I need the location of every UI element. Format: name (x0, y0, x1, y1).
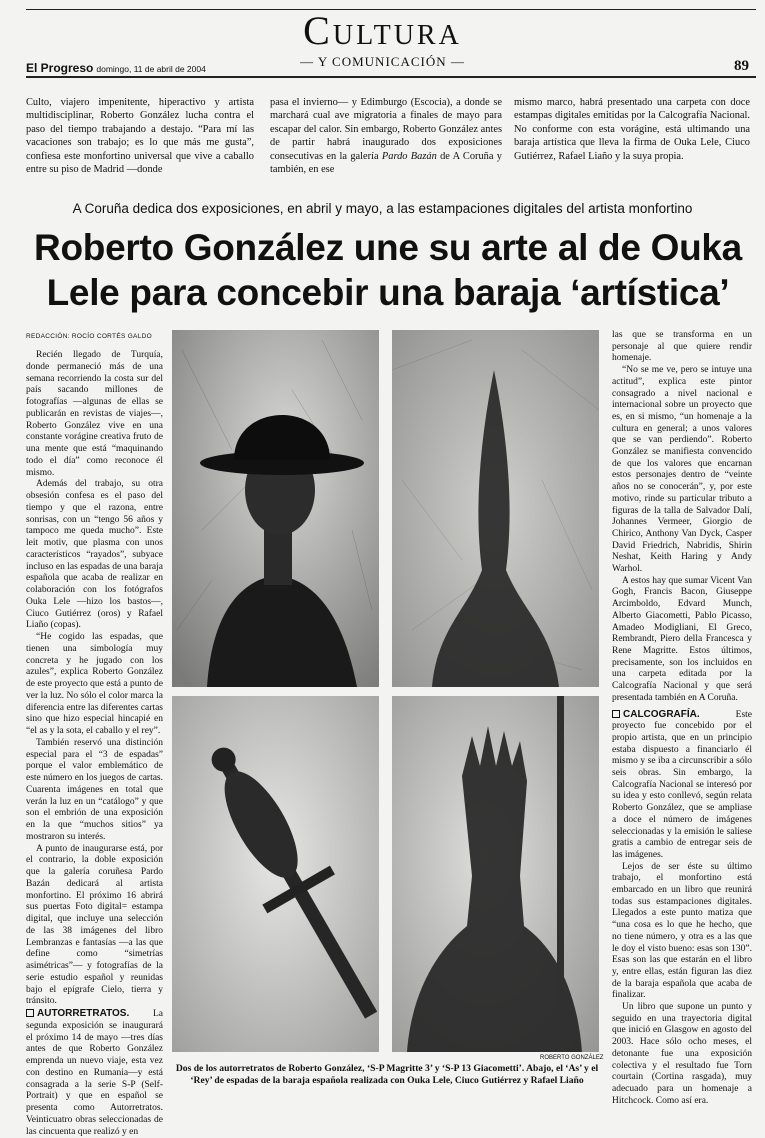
masthead (26, 61, 206, 75)
giacometti-silhouette-image (392, 330, 599, 687)
newspaper-name: El Progreso (26, 61, 94, 75)
body-left-p4: También reservó una distinción especial para el “3 de espadas” porque el valor emblemático de este número en los juegos de cartas. Cuarenta imágenes en total que verán la luz en un “catálogo” y que son el embrión de una exposición en la que “muchos sitios” ya mostraron su interés. (26, 737, 163, 842)
intro-col-1 (26, 96, 254, 176)
body-left-p6-text: La segunda exposición se inaugurará el próximo 14 de mayo —tres días antes de que Roberto González emprenda un nuevo viaje, esta vez con destino en Rumania—y está consagrada a la serie S-P (Self-Portrait) y que en español se presenta como Autorretratos. Veinticuatro obras seleccionadas de las cincuenta que realizó y en (26, 1009, 163, 1137)
body-left-p5: A punto de inaugurarse está, por el contrario, la doble exposición que la galería coruñesa Pardo Bazán dedicará al artista monfortino. El próximo 16 abrirá sus puertas Foto digital= estampa digital, que incluye una selección de las 38 imágenes del libro Lembranzas e fantasías —a las que define como “simetrías asimétricas”— y fotografías de la serie estudio español y reunidas bajo el epígrafe Cielo, tierra y tránsito. (26, 843, 163, 1007)
issue-date: domingo, 11 de abril de 2004 (96, 64, 206, 74)
intro-text-2 (270, 96, 502, 176)
body-right-p4 (612, 709, 752, 862)
body-right-column (612, 330, 752, 1107)
header-rule (26, 76, 756, 78)
body-left-p3: “He cogido las espadas, que tienen una simbología muy concreta y he jugado con los azules”, explica Roberto González de este proyecto que está a punto de ver la luz. No sólo el color marca la diferencia entre las diferentes cartas sino que hizo especial hincapié en “el as y la sota, el caballo y el rey”. (26, 632, 163, 736)
body-right-p6: Un libro que supone un punto y seguido en una trayectoria digital que inició en Glasgow en agosto del 2003. Hace sólo ocho meses, el detonante fue una exposición colectiva y el resultado fue Torn courtain (Cortina rasgada), muy adecuado para un homenaje a Hitchcock. Como así era. (612, 1002, 752, 1106)
subhead-box-icon (26, 1009, 34, 1017)
intro-col-3 (514, 96, 750, 163)
byline: REDACCIÓN: ROCÍO CORTÉS GALDO (26, 333, 152, 340)
intro-text-1: Culto, viajero impenitente, hiperactivo y artista multidisciplinar, Roberto González lucha contra el paso del tiempo trabajando a destajo. “Para mí las vacaciones son trabajo; es lo que más me gusta”, confiesa este monfortino universal que vive a caballo entre su piso de Madrid —donde (26, 97, 254, 176)
kicker: A Coruña dedica dos exposiciones, en abril y mayo, a las estampaciones digitales del artista monfortino (72, 201, 693, 216)
section-title: Cultura (303, 8, 462, 53)
headline (18, 225, 758, 315)
intro-gallery-name: Pardo Bazán (381, 150, 437, 162)
ace-of-swords-image (172, 696, 379, 1052)
bowler-hat-portrait-image (172, 330, 379, 687)
intro-col-2 (270, 96, 502, 176)
body-right-p5: Lejos de ser éste su último trabajo, el monfortino está embarcado en un libro que reunirá todas sus estampaciones digitales. Llegados a este punto matiza que “una cosa es lo que he hecho, que no tiene número, y otra es a las que le doy el visto bueno: esas son 130”. Esas son las que estarán en el libro y, entre ellas, están figuran las diez de la baraja española que acaba de finalizar. (612, 861, 752, 1001)
body-right-p4-text: Este proyecto fue concebido por el propio artista, que en un principio estaba dispuesto a financiarlo él mismo y se iba a circunscribir a sólo seis obras. Sin embargo, la Calcografía Nacional se interesó por su idea y esto conllevó, según relata Roberto González, que se ampliase a doce el número de imágenes seleccionadas y la emisión le saliese gratis a cambio de entregar seis de las imágenes. (612, 709, 752, 860)
headline-line-1: Roberto González une su arte al de Ouka (34, 227, 742, 268)
intro-text-2a: pasa el invierno— y Edimburgo (Escocia), a donde se marchará cual ave migratoria a finales de mayo para escapar del calor. Sin embargo, Roberto González antes de partir habrá inaugurado dos exposiciones consecutivas en la galería (270, 97, 502, 162)
body-left-p2: Además del trabajo, su otra obsesión confesa es el paso del tiempo y que el razona, entre sonrisas, con un “tengo 56 años y tampoco me queda mucho”. Este leit motiv, que plasma con unos característicos “rayados”, subyace incluso en las espadas de una baraja española que acaba de realizar en colaboración con los fotógrafos Ouka Lele —hizo los bastos—, Ciuco Gutiérrez (oros) y Rafael Liaño (copas). (26, 479, 163, 631)
body-right-p3: A estos hay que sumar Vicent Van Gogh, Francis Bacon, Giuseppe Arcimboldo, Edvard Munch, Alberto Giacometti, Pablo Picasso, Amadeo Modigliani, El Greco, Rembrandt, Piero della Francesca y Rene Magritte. Estos últimos, precisamente, son los incluidos en una carpeta editada por la Calcografía Nacional y que será presentada también en A Coruña. (612, 575, 752, 703)
photo-caption: Dos de los autorretratos de Roberto González, ‘S-P Magritte 3’ y ‘S-P 13 Giacometti’. Abajo, el ‘As’ y el ‘Rey’ de espadas de la baraja española realizada con Ouka Lele, Ciuco Gutiérrez y Rafael Liaño (175, 1063, 599, 1086)
page-number: 89 (734, 58, 749, 74)
intro-text-2b: de A Coruña y también, en ese (270, 150, 502, 176)
subhead-autorretratos: AUTORRETRATOS. (37, 1008, 130, 1019)
king-of-swords-image (392, 696, 599, 1052)
body-left-p1: Recién llegado de Turquía, donde permaneció más de una semana recorriendo la costa sur del país sacando millones de fotografías —algunas de ellas se publicarán en revistas de viajes—, Roberto González vive en una constante vorágine creativa fruto de una mente que está “maquinando todo el día” como reconoce él mismo. (26, 350, 163, 478)
body-left-column (26, 350, 163, 1138)
intro-text-3: mismo marco, habrá presentado una carpeta con doce estampas digitales emitidas por la Calcografía Nacional. No conforme con esta vorágine, está ultimando una baraja artística que lleva la firma de Ouka Lele, Ciuco Gutiérrez, Rafael Liaño y la suya propia. (514, 97, 750, 162)
body-right-p2: “No se me ve, pero se intuye una actitud”, explica este pintor consagrado a nivel nacional e internacional sobre un proyecto que es, en si mismo, “un homenaje a la cultura en general; a unos valores que se van perdiendo”. Roberto González se manifiesta convencido de que los valores que encarnan estos personajes dentro de “veinte años no se conocerán”, y, por este motivo, rinde su particular tributo a figuras de la talla de Salvador Dalí, Johannes Vermeer, Giorgio de Chirico, Anthony Van Dyck, Casper David Friedrich, Nabridis, Shirin Neshat, Keith Haring y Andy Warhol. (612, 365, 752, 575)
photo-credit: ROBERTO GONZÁLEZ (540, 1055, 604, 1061)
subhead-calcografia: CALCOGRAFÍA. (623, 708, 700, 720)
body-right-p1: las que se transforma en un personaje al que quiere rendir homenaje. (612, 330, 752, 364)
subhead-box-icon (612, 710, 620, 718)
section-subtitle: — Y COMUNICACIÓN — (300, 54, 465, 69)
body-left-p6 (26, 1008, 163, 1138)
headline-line-2: Lele para concebir una baraja ‘artística’ (46, 272, 730, 313)
